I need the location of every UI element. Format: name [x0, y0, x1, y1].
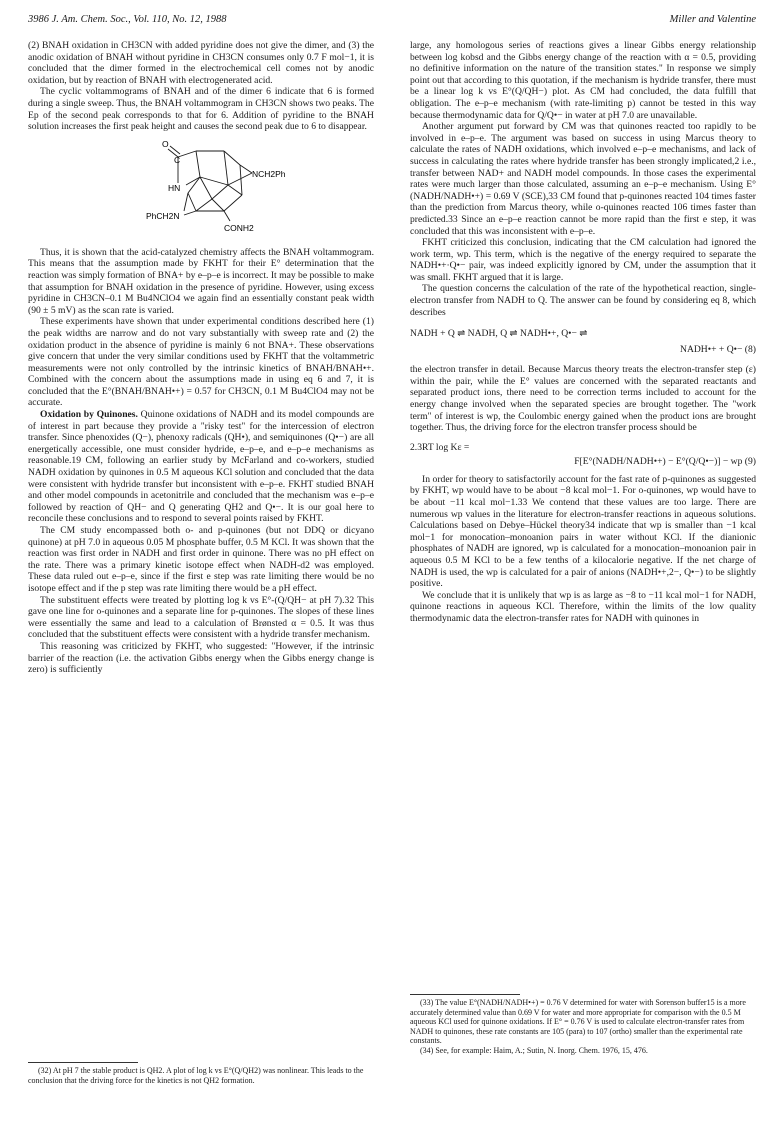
paragraph: The cyclic voltammograms of BNAH and of the dimer 6 indicate that 6 is formed during a single sweep. Thus, the BNAH voltammogram in CH3CN shows two peaks. The Ep of the second peak corresponds to that for 6. Addition of pyridine to the BNAH solution increases the first peak height and causes the second peak due to 6 to disappear. — [28, 86, 374, 133]
header-authors: Miller and Valentine — [669, 14, 756, 25]
paragraph: The substituent effects were treated by plotting log k vs E°-(Q/QH− at pH 7).32 This gave one line for o-quinones and a separate line for p-quinones. The slopes of these lines were essentially the same and lead to a calculation of Brønsted α = 0.5. It was thus concluded that the substituent effects were consistent with a hydride transfer mechanism. — [28, 594, 374, 641]
paragraph: We conclude that it is unlikely that wp is as large as −8 to −11 kcal mol−1 for NADH, quinone reactions in aqueous KCl. Therefore, within the limits of the low quality thermodynamic data the electron-transfer rates for NADH with quinones in — [410, 589, 756, 624]
paragraph: The question concerns the calculation of the rate of the hypothetical reaction, single-electron transfer from NADH to Q. The answer can be found by considering eq 8, which describes — [410, 283, 756, 318]
atom-label: CONH2 — [224, 222, 254, 233]
equation-8-right: NADH•+ + Q•− (8) — [680, 344, 756, 356]
footnote-33: (33) The value E°(NADH/NADH•+) = 0.76 V determined for water with Sorenson buffer15 is a more accurately determined value than 0.69 V for water and more appropriate for comparison with the 0.5 M aqueous KCl used for quinone oxidations. If E° = 0.76 V is used to calculate electron-transfer rates from NADH to quinones, these rate constants are 105 (para) to 107 (ortho) smaller than the experimental rate constants. — [410, 998, 746, 1046]
atom-label: O — [162, 138, 169, 149]
footnote-rule — [410, 994, 520, 995]
footnote-34: (34) See, for example: Haim, A.; Sutin, N. Inorg. Chem. 1976, 15, 476. — [420, 1045, 648, 1055]
equation-8-left: NADH + Q ⇌ NADH, Q ⇌ NADH•+, Q•− ⇌ — [410, 328, 588, 340]
paragraph: the electron transfer in detail. Because Marcus theory treats the electron-transfer step (ε) within the pair, while the E° values are concerned with the separated reactants and separated product ions, there need to be correction terms included to account for the energy change involved when the separated species are brought together. The "work term" of interest is wp, the Coulombic energy gained when the product ions are brought together. Thus, the driving force for the electron transfer process should be — [410, 364, 756, 434]
paragraph: large, any homologous series of reactions gives a linear Gibbs energy relationship between log kobsd and the Gibbs energy change of the reaction with α = 0.5, providing no definitive information on the nature of the transition states." In response we simply point out that according to this quotation, if the mechanism is hydride transfer, there must be a linear log k vs E°(Q/QH−) plot. As CM had concluded, the data fulfill that obligation. The e–p–e mechanism (with rate-limiting p) cannot be tested in this way because thermodynamic data for Q/Q•− in water at pH 7.0 are unavailable. — [410, 40, 756, 121]
footnote-32: (32) At pH 7 the stable product is QH2. A plot of log k vs E°(Q/QH2) was nonlinear. This leads to the conclusion that the driving force for the kinetics is not QH2 formation. — [28, 1066, 364, 1085]
paragraph — [28, 409, 374, 525]
paragraph: In order for theory to satisfactorily account for the fast rate of p-quinones as suggested by FKHT, wp would have to be about −8 kcal mol−1. For o-quinones, wp would have to be about −11 kcal mol−1.33 We contend that these values are too large. There are numerous wp values in the literature for electron-transfer reactions in aqueous solutions. Calculations based on Debye–Hückel theory34 indicate that wp is smaller than −1 kcal mol−1 for monocation–monoanion pairs in water without KCl. If the dianionic phosphates of NADH are ignored, wp is calculated for a monocation–monoanion pair in aqueous 0.5 M KCl to be a few tenths of a kilocalorie negative. If the net charge of NADH is used, the wp is calculated for a pair of anions (NADH•+,2−, Q•−) to be slightly positive. — [410, 473, 756, 590]
atom-label: C — [174, 154, 181, 165]
header-journal: 3986 J. Am. Chem. Soc., Vol. 110, No. 12, 1988 — [28, 14, 227, 25]
right-column — [410, 40, 756, 625]
structure-drawing — [28, 137, 374, 241]
equation-9-right: F[E°(NADH/NADH•+) − E°(Q/Q•−)] − wp (9) — [574, 455, 756, 467]
atom-label: PhCH2N — [146, 210, 180, 221]
footnotes-right — [410, 990, 756, 1056]
footnotes-left — [28, 1058, 374, 1085]
paragraph-text: Quinone oxidations of NADH and its model compounds are of interest in part because they provide a "risky test" for the intercession of electron transfer. Since phenoxides (Q−), phenoxy radicals (QH•), and semiquinones (Q•−) are all energetically accessible, one must consider hydride, e–p–e, and e–p–e mechanisms as reasonable.19 CM, following an earlier study by McFarland and co-workers, studied NADH oxidation by quinones in 0.5 M aqueous KCl solution and concluded that the data were consistent with hydride transfer but inconsistent with e–p–e. FKHT studied BNAH and other model compounds in acetonitrile and concluded that the mechanism was e–p–e followed by reaction of QH− and Q generating QH2 and Q•−. It is our goal here to reconcile these conclusions and to respond to several points raised by FKHT. — [28, 409, 374, 525]
equation-8 — [410, 322, 756, 360]
equation-9-left: 2.3RT log Kε = — [410, 441, 470, 453]
paragraph: (2) BNAH oxidation in CH3CN with added pyridine does not give the dimer, and (3) the anodic oxidation of BNAH without pyridine in CH3CN consumes only 0.7 F mol−1, it is concluded that the dimer formed in the electrochemical cell comes not by anodic oxidation, but by reaction of BNAH with electrogenerated acid. — [28, 40, 374, 86]
paragraph: This reasoning was criticized by FKHT, who suggested: "However, if the intrinsic barrier of the reaction (i.e. the activation Gibbs energy when the Gibbs energy change is zero) is sufficiently — [28, 640, 374, 676]
equation-9 — [410, 438, 756, 470]
paragraph: Another argument put forward by CM was that quinones reacted too rapidly to be involved in e–p–e. The argument was based on success in using Marcus theory to calculate the rates of NADH oxidations, which involved e–p–e mechanisms, and lack of success in calculating the rates where hydride transfer has been strongly implicated,2 i.e., transfer between NAD+ and NADH model compounds. In those cases the experimental rates were much larger than those calculated, assuming an e–p–e mechanism. Using E°(NADH/NADH•+) = 0.69 V (SCE),33 CM found that p-quinones reacted 104 times faster than the prediction from Marcus theory, while o-quinones reacted 106 times faster than predicted.33 Since an e–p–e reaction cannot be more rapid than the first e step, it was concluded that this was inconsistent with e–p–e. — [410, 121, 756, 237]
section-heading: Oxidation by Quinones. — [40, 409, 138, 421]
paragraph: Thus, it is shown that the acid-catalyzed chemistry affects the BNAH voltammogram. This means that the assumption made by FKHT for their E° determination that the reaction was simply formation of BNA+ by e–p–e is incorrect. It may be possible to make that assumption for BNAH oxidation in the presence of pyridine. However, using excess pyridine in CH3CN–0.1 M Bu4NClO4 we again find an essentially constant peak width (90 ± 5 mV) as the scan rate is varied. — [28, 246, 374, 316]
left-column — [28, 40, 374, 676]
chemical-structure-6 — [28, 137, 374, 241]
paragraph: These experiments have shown that under experimental conditions described here (1) the peak widths are narrow and do not vary substantially with sweep rate and (2) the oxidation product in the absence of pyridine is mainly 6 not BNA+. These observations give concern that under the very similar conditions used by FKHT that the voltammetric measurements were not only controlled by the intrinsic kinetics of BNAH/BNAH•+. Combined with the concern about the assumptions made in using eq 6 and 7, it is concluded that the E°(BNAH/BNAH•+) = 0.57 for CH3CN, 0.1 M Bu4ClO4 may not be accurate. — [28, 316, 374, 409]
paragraph: The CM study encompassed both o- and p-quinones (but not DDQ or dicyano quinone) at pH 7.0 in aqueous 0.05 M phosphate buffer, 0.5 M KCl. It was shown that the reaction was first order in NADH and first order in quinone. There was no pH effect on the rate. There was a primary kinetic isotope effect when NADH-d2 was employed. These data ruled out e–p–e, since if the first e step was rate limiting there would be no isotope effect and if the p step was rate limiting there would be a pH effect. — [28, 525, 374, 594]
footnote-rule — [28, 1062, 138, 1063]
atom-label: HN — [168, 182, 181, 193]
paragraph: FKHT criticized this conclusion, indicating that the CM calculation had ignored the work term, wp. This term, which is the negative of the energy required to separate the NADH•+·Q•− pair, was indeed explicitly ignored by CM, under the assumption that it was small. FKHT argued that it is large. — [410, 237, 756, 283]
running-header — [28, 14, 756, 30]
atom-label: NCH2Ph — [252, 168, 286, 179]
